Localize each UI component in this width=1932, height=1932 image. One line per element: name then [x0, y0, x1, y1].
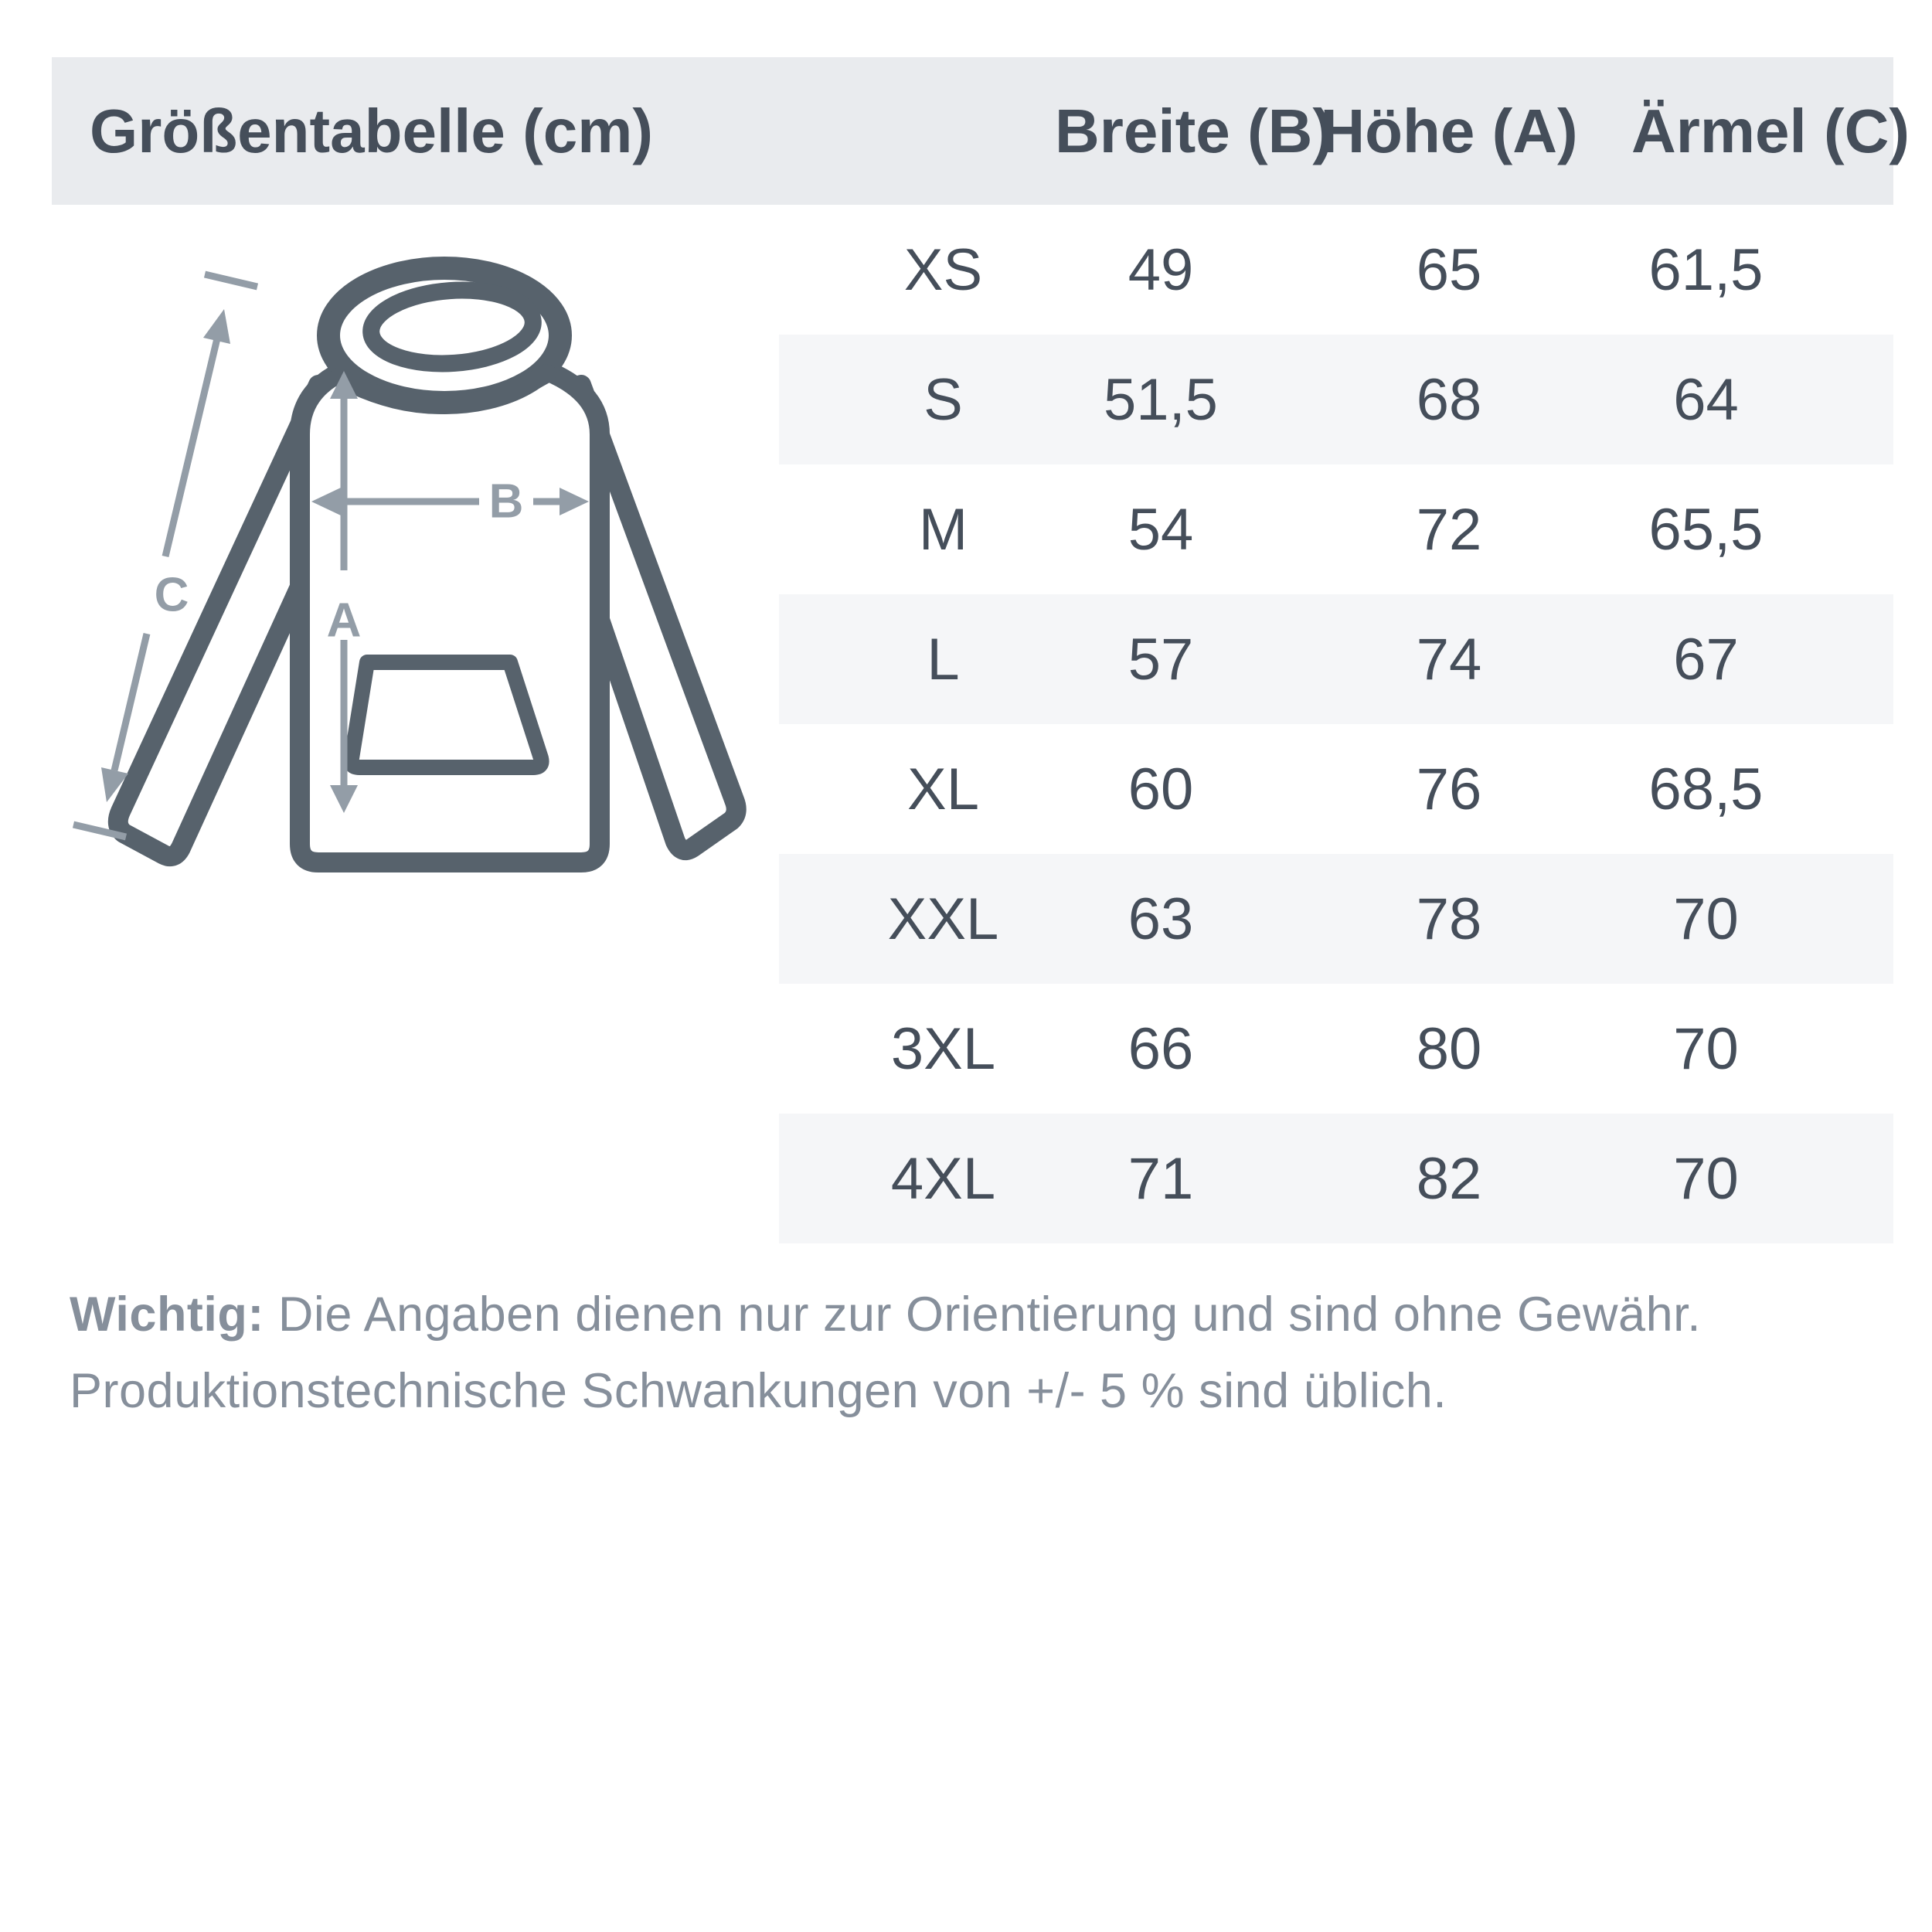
size-cell: XS — [903, 236, 983, 303]
label-a: A — [326, 594, 362, 648]
aermel-cell: 70 — [1673, 1145, 1739, 1212]
aermel-cell: 65,5 — [1648, 496, 1764, 563]
hoehe-cell: 72 — [1416, 496, 1482, 563]
hoehe-cell: 68 — [1416, 366, 1482, 433]
aermel-cell: 64 — [1673, 366, 1739, 433]
size-cell: XL — [907, 756, 979, 822]
hoodie-left-sleeve — [118, 385, 318, 856]
footer-line-2: Produktionstechnische Schwankungen von +/- 5 % sind üblich. — [70, 1364, 1447, 1418]
table-header-band — [52, 57, 1910, 205]
table-row — [779, 205, 1893, 335]
size-cell: L — [927, 626, 960, 692]
col-header-breite: Breite (B) — [1055, 96, 1334, 165]
breite-cell: 49 — [1128, 236, 1194, 303]
size-cell: XXL — [887, 886, 999, 952]
dimension-end-tick-top — [205, 274, 257, 287]
footer-line1-text: Die Angaben dienen nur zur Orientierung und sind ohne Gewähr. — [264, 1287, 1702, 1342]
breite-cell: 54 — [1128, 496, 1194, 563]
hoehe-cell: 65 — [1416, 236, 1482, 303]
size-cell: 3XL — [890, 1015, 996, 1082]
table-row — [779, 854, 1893, 984]
hoehe-cell: 74 — [1416, 626, 1482, 692]
label-b: B — [488, 474, 524, 529]
hoodie-diagram — [46, 232, 819, 889]
aermel-cell: 67 — [1673, 626, 1739, 692]
column-headers — [779, 57, 1910, 205]
size-cell: M — [918, 496, 968, 563]
size-cell: S — [923, 366, 963, 433]
hoehe-cell: 78 — [1416, 886, 1482, 952]
breite-cell: 57 — [1128, 626, 1194, 692]
kangaroo-pocket — [351, 662, 541, 767]
table-row — [779, 984, 1893, 1114]
page-title: Größentabelle (cm) — [90, 96, 654, 165]
aermel-cell: 61,5 — [1648, 236, 1764, 303]
hoehe-cell: 76 — [1416, 756, 1482, 822]
breite-cell: 66 — [1128, 1015, 1194, 1082]
table-row — [779, 464, 1893, 594]
table-row — [779, 335, 1893, 464]
aermel-cell: 70 — [1673, 1015, 1739, 1082]
hoehe-cell: 80 — [1416, 1015, 1482, 1082]
hood-opening — [369, 285, 536, 369]
col-header-aermel: Ärmel (C) — [1631, 96, 1910, 165]
col-header-hoehe: Höhe (A) — [1320, 96, 1578, 165]
footer-bold-label: Wichtig: — [70, 1287, 264, 1342]
hoehe-cell: 82 — [1416, 1145, 1482, 1212]
footer-line-1 — [70, 1277, 1855, 1353]
footer-note — [70, 1277, 1855, 1430]
aermel-cell: 70 — [1673, 886, 1739, 952]
breite-cell: 51,5 — [1104, 366, 1218, 433]
table-row — [779, 594, 1893, 724]
arrowhead-up-right-icon — [203, 309, 230, 344]
size-table — [779, 205, 1893, 1243]
breite-cell: 71 — [1128, 1145, 1194, 1212]
aermel-cell: 68,5 — [1648, 756, 1764, 822]
breite-cell: 63 — [1128, 886, 1194, 952]
size-cell: 4XL — [890, 1145, 996, 1212]
table-row — [779, 724, 1893, 854]
table-row — [779, 1114, 1893, 1243]
breite-cell: 60 — [1128, 756, 1194, 822]
label-c: C — [154, 568, 189, 622]
sleeve-arrow-c-line-top — [165, 338, 217, 556]
